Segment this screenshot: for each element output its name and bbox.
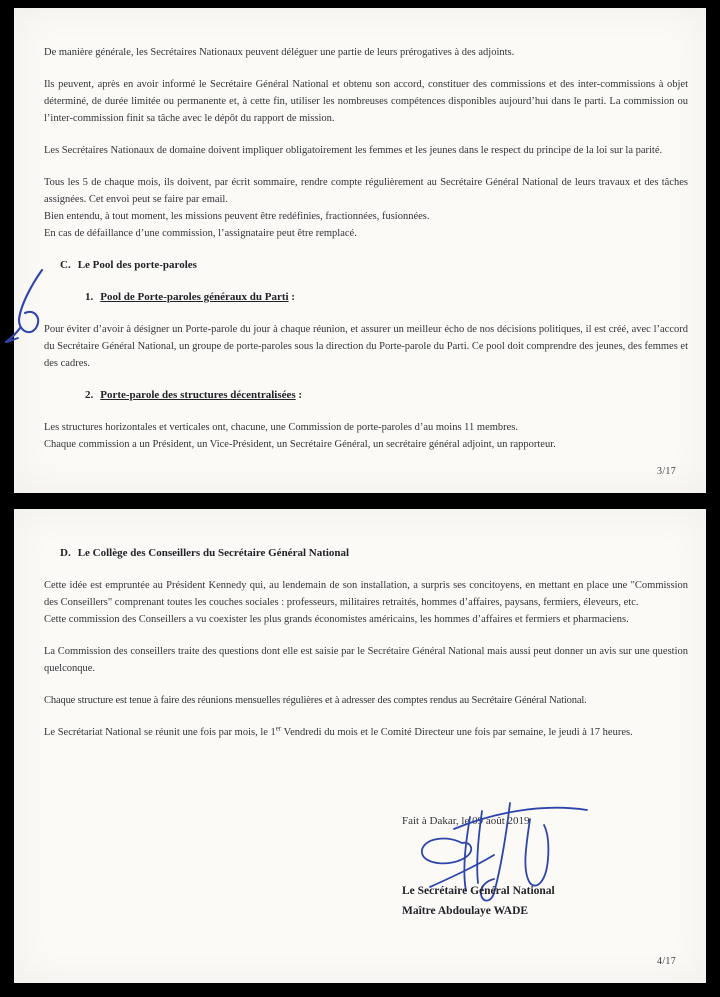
paragraph-kennedy <box>44 577 688 628</box>
signatory-name: Maître Abdoulaye WADE <box>402 905 529 917</box>
kennedy-part-2: Cette commission des Conseillers a vu coexister les plus grands économistes américains, les hommes d’affaires et fermiers et pharmaciens. <box>44 614 629 625</box>
heading-letter: D. <box>60 547 71 559</box>
signature-block <box>402 881 555 921</box>
heading-label: Le Collège des Conseillers du Secrétaire Général National <box>77 547 350 559</box>
structures-line-2: Chaque commission a un Président, un Vice-Président, un Secrétaire Général, un secrétaire général adjoint, un rapporteur. <box>44 439 556 450</box>
paragraph-structures <box>44 419 688 453</box>
heading-structures-decentralisees <box>85 387 688 404</box>
paragraph-saisie: La Commission des conseillers traite des questions dont elle est saisie par le Secrétaire Général National mais aussi peut donner un avis sur une question quelconque. <box>44 646 688 674</box>
page-number: 4/17 <box>657 956 676 967</box>
page-number: 3/17 <box>657 466 676 477</box>
document-page-4 <box>14 509 706 983</box>
kennedy-part-1: Cette idée est empruntée au Président Kennedy qui, au lendemain de son installation, a surpris ses concitoyens, en mettant en place une "Commission des Conseillers" comprenant toutes les couches sociales : professeurs, militaires retraités, hommes d’affaires, paysans, fermiers, éleveurs, etc. <box>44 580 688 608</box>
heading-number: 1. <box>85 291 94 303</box>
paragraph-commissions: Ils peuvent, après en avoir informé le Secrétaire Général National et obtenu son accord, constituer des commissions et des inter-commissions à objet déterminé, de durée limitée ou permanente et, à cette fin, utiliser les nombreuses compétences disponibles aujourd’hui dans le parti. La commission ou l’inter-commission finit sa tâche avec le dépôt du rapport de mission. <box>44 79 688 124</box>
heading-label: Pool de Porte-paroles généraux du Parti <box>100 291 289 303</box>
heading-number: 2. <box>85 389 94 401</box>
heading-college-conseillers <box>60 545 688 562</box>
dateline: Fait à Dakar, le 09 août 2019 <box>402 815 530 827</box>
compte-rendu-line-3: En cas de défaillance d’une commission, l’assignataire peut être remplacé. <box>44 228 357 239</box>
signatory-title: Le Secrétaire Général National <box>402 885 555 897</box>
structures-line-1: Les structures horizontales et verticales ont, chacune, une Commission de porte-paroles d’au moins 11 membres. <box>44 422 519 433</box>
secretariat-text-end: Vendredi du mois et le Comité Directeur une fois par semaine, le jeudi à 17 heures. <box>281 727 633 738</box>
ordinal-superscript: er <box>275 724 282 733</box>
heading-colon: : <box>295 389 303 401</box>
paragraph-secretariat <box>44 724 688 741</box>
paragraph-compte-rendu <box>44 174 688 242</box>
paragraph-parite: Les Secrétaires Nationaux de domaine doivent impliquer obligatoirement les femmes et les jeunes dans le respect du principe de la loi sur la parité. <box>44 145 663 156</box>
heading-label: Porte-parole des structures décentralisées <box>100 389 296 401</box>
compte-rendu-line-1: Tous les 5 de chaque mois, ils doivent, par écrit sommaire, rendre compte régulièrement au Secrétaire Général National de leurs travaux et des tâches assignées. Cet envoi peut se faire par email. <box>44 177 688 205</box>
secretariat-text-start: Le Secrétariat National se réunit une fois par mois, le 1 <box>44 727 276 738</box>
paragraph-reunions: Chaque structure est tenue à faire des réunions mensuelles régulières et à adresser des comptes rendus au Secrétaire Général National. <box>44 695 587 706</box>
heading-pool-generaux <box>85 289 688 306</box>
heading-label: Le Pool des porte-paroles <box>77 259 197 271</box>
document-page-3 <box>14 8 706 493</box>
paragraph-delegation: De manière générale, les Secrétaires Nationaux peuvent déléguer une partie de leurs prérogatives à des adjoints. <box>44 47 515 58</box>
heading-pool-porte-paroles <box>60 257 688 274</box>
heading-colon: : <box>288 291 295 303</box>
paragraph-pool-creation: Pour éviter d’avoir à désigner un Porte-parole du jour à chaque réunion, et assurer un meilleur écho de nos décisions politiques, il est créé, avec l’accord du Secrétaire Général National, un groupe de porte-paroles sous la direction du Porte-parole du Parti. Ce pool doit comprendre des jeunes, des femmes et des cadres. <box>44 324 688 369</box>
compte-rendu-line-2: Bien entendu, à tout moment, les missions peuvent être redéfinies, fractionnées, fusionnées. <box>44 211 430 222</box>
heading-letter: C. <box>60 259 71 271</box>
